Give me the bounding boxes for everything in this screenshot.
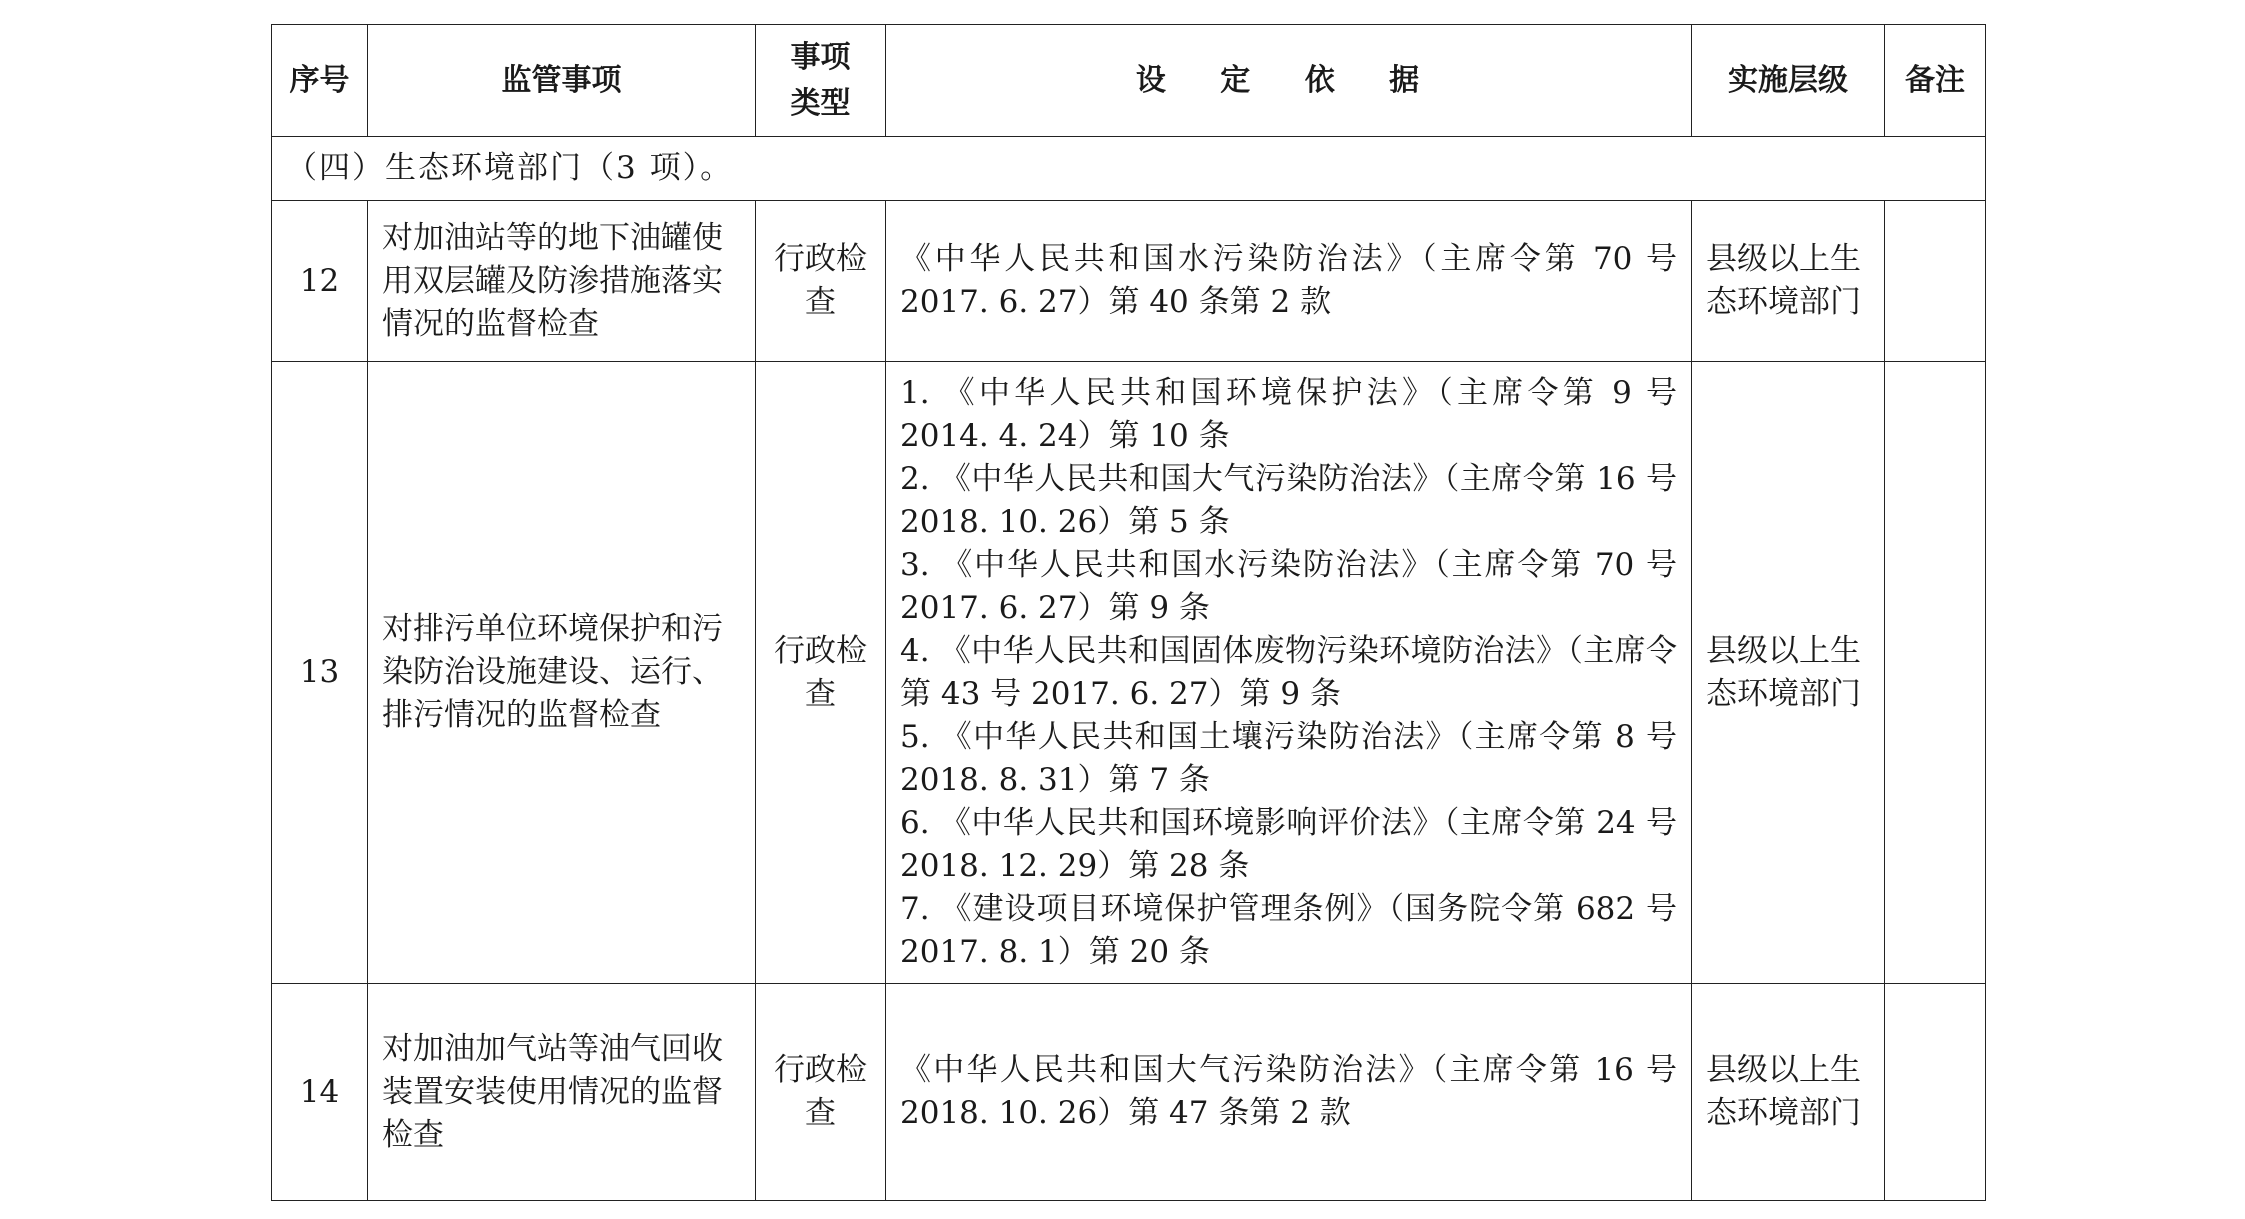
item-type: 行政检查 [756,984,886,1201]
implementation-level: 县级以上生态环境部门 [1692,984,1885,1201]
basis-line: 7. 《建设项目环境保护管理条例》（国务院令第 682 号 2017. 8. 1）第 20 条 [900,890,1677,970]
section-row [272,137,1986,201]
supervision-item: 对加油加气站等油气回收装置安装使用情况的监督检查 [368,984,756,1201]
regulation-table [271,24,1986,1201]
header-item: 监管事项 [368,25,756,137]
basis-line: 1. 《中华人民共和国环境保护法》（主席令第 9 号 2014. 4. 24）第 10 条 [900,374,1677,454]
row-number: 12 [272,201,368,362]
basis-line: 5. 《中华人民共和国土壤污染防治法》（主席令第 8 号 2018. 8. 31）第 7 条 [900,718,1677,798]
table-row [272,984,1986,1201]
remarks [1885,201,1986,362]
implementation-level: 县级以上生态环境部门 [1692,362,1885,984]
header-level: 实施层级 [1692,25,1885,137]
item-type: 行政检查 [756,362,886,984]
basis-line: 4. 《中华人民共和国固体废物污染环境防治法》（主席令第 43 号 2017. 6. 27）第 9 条 [900,632,1677,712]
header-type: 事项类型 [756,25,886,137]
basis-line: 3. 《中华人民共和国水污染防治法》（主席令第 70 号 2017. 6. 27）第 9 条 [900,546,1677,626]
header-no: 序号 [272,25,368,137]
header-row [272,25,1986,137]
basis-line: 《中华人民共和国大气污染防治法》（主席令第 16 号 2018. 10. 26）第 47 条第 2 款 [900,1052,1677,1131]
basis-line: 《中华人民共和国水污染防治法》（主席令第 70 号 2017. 6. 27）第 40 条第 2 款 [900,241,1677,320]
row-number: 13 [272,362,368,984]
remarks [1885,984,1986,1201]
table-row [272,201,1986,362]
header-basis: 设 定 依 据 [886,25,1692,137]
supervision-item: 对加油站等的地下油罐使用双层罐及防渗措施落实情况的监督检查 [368,201,756,362]
legal-basis [886,201,1692,362]
implementation-level: 县级以上生态环境部门 [1692,201,1885,362]
legal-basis [886,362,1692,984]
header-note: 备注 [1885,25,1986,137]
remarks [1885,362,1986,984]
row-number: 14 [272,984,368,1201]
basis-line: 6. 《中华人民共和国环境影响评价法》（主席令第 24 号 2018. 12. 29）第 28 条 [900,804,1677,884]
item-type: 行政检查 [756,201,886,362]
supervision-item: 对排污单位环境保护和污染防治设施建设、运行、排污情况的监督检查 [368,362,756,984]
section-title: （四）生态环境部门（3 项）。 [272,137,1986,201]
basis-line: 2. 《中华人民共和国大气污染防治法》（主席令第 16 号 2018. 10. 26）第 5 条 [900,460,1677,540]
table-row [272,362,1986,984]
legal-basis [886,984,1692,1201]
